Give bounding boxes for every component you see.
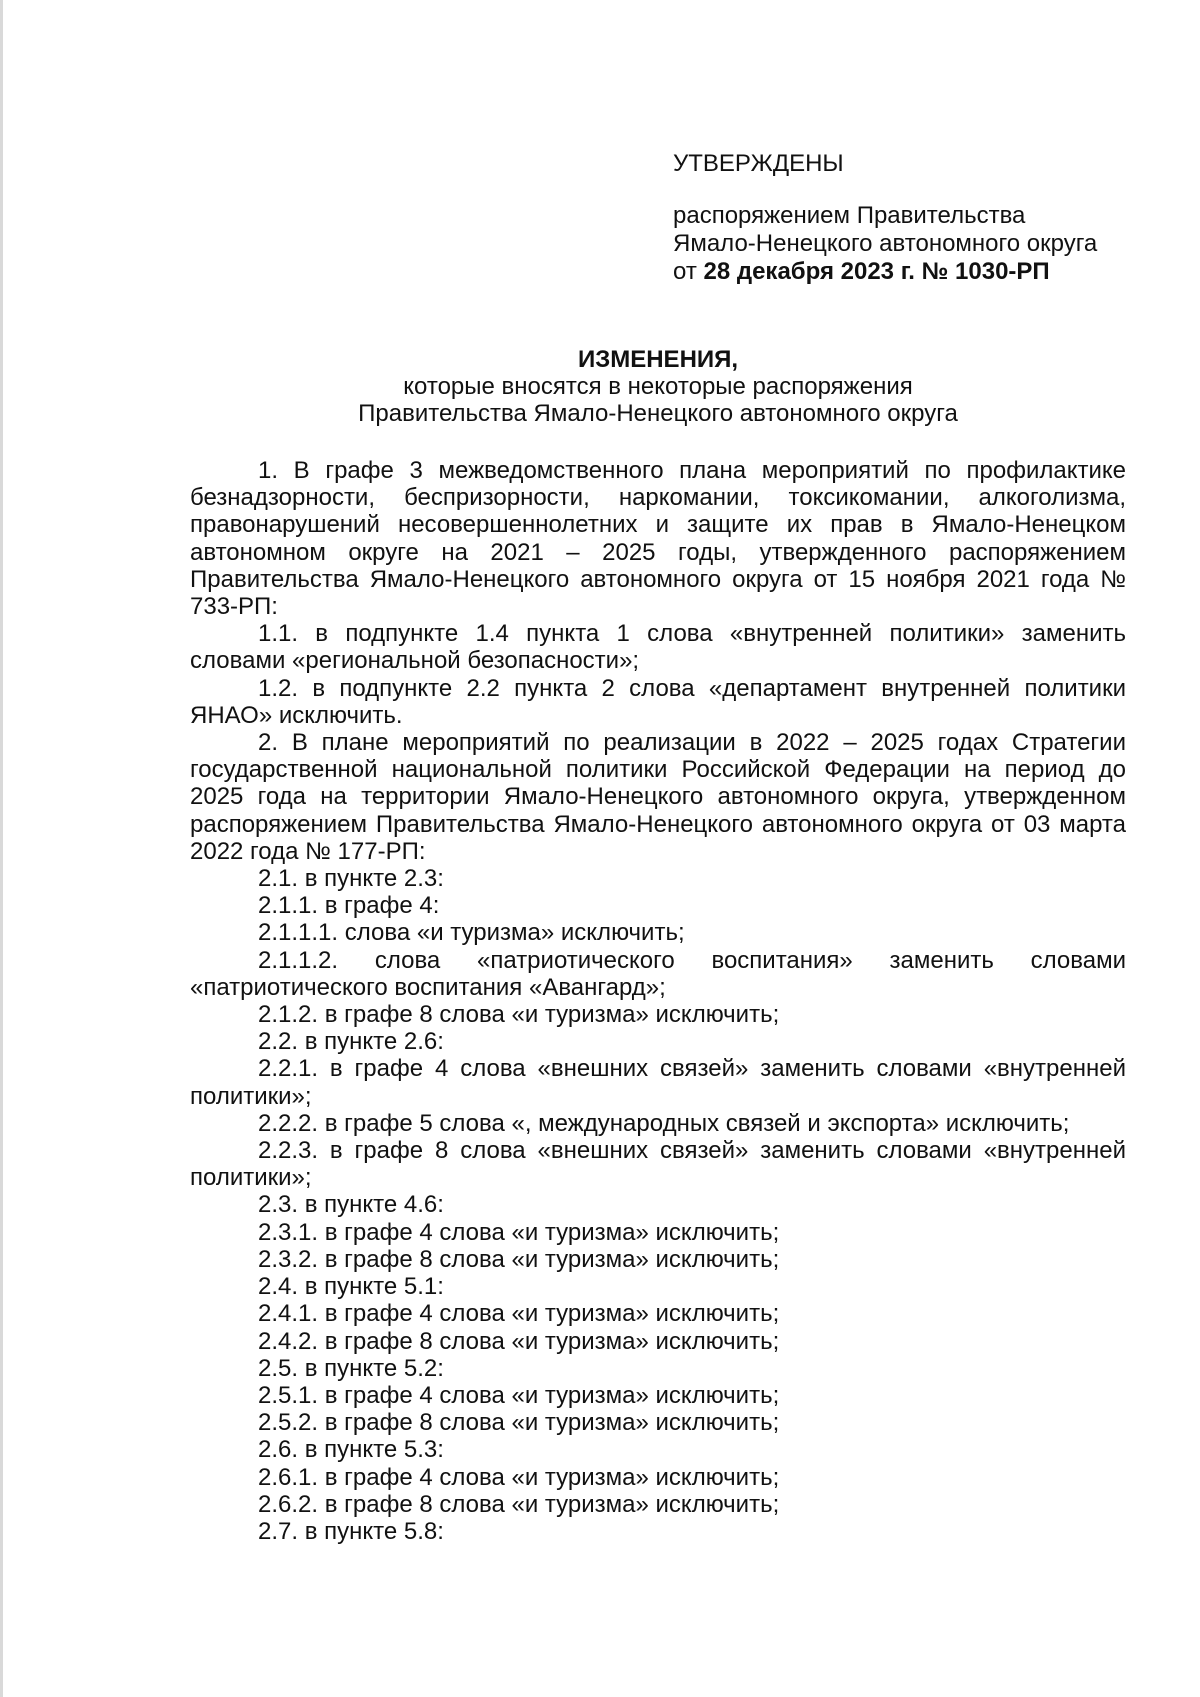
document-subtitle-line-1: которые вносятся в некоторые распоряжения (403, 373, 913, 400)
paragraph-2-3-2: 2.3.2. в графе 8 слова «и туризма» исключить; (258, 1245, 780, 1273)
paragraph-2-5-2: 2.5.2. в графе 8 слова «и туризма» исключить; (258, 1409, 780, 1437)
paragraph-2-4-2: 2.4.2. в графе 8 слова «и туризма» исключить; (258, 1327, 780, 1355)
paragraph-2-2-3: 2.2.3. в графе 8 слова «внешних связей» заменить словами «внутренней политики»; (190, 1137, 1126, 1192)
paragraph-2-4-1: 2.4.1. в графе 4 слова «и туризма» исключить; (258, 1300, 780, 1328)
paragraph-2-2: 2.2. в пункте 2.6: (258, 1028, 444, 1056)
document-body (190, 457, 1126, 1545)
page-edge-shadow (0, 0, 3, 1697)
paragraph-1-2: 1.2. в подпункте 2.2 пункта 2 слова «департамент внутренней политики ЯНАО» исключить. (190, 674, 1126, 729)
paragraph-2-1-1-2: 2.1.1.2. слова «патриотического воспитания» заменить словами «патриотического воспитания «Авангард»; (190, 946, 1126, 1001)
paragraph-2-5-1: 2.5.1. в графе 4 слова «и туризма» исключить; (258, 1381, 780, 1409)
paragraph-2-6-1: 2.6.1. в графе 4 слова «и туризма» исключить; (258, 1463, 780, 1491)
paragraph-2-2-2: 2.2.2. в графе 5 слова «, международных связей и экспорта» исключить; (258, 1109, 1070, 1137)
paragraph-2-6-2: 2.6.2. в графе 8 слова «и туризма» исключить; (258, 1490, 780, 1518)
paragraph-2-3-1: 2.3.1. в графе 4 слова «и туризма» исключить; (258, 1218, 780, 1246)
approval-title: УТВЕРЖДЕНЫ (673, 150, 844, 177)
paragraph-2-1-1-1: 2.1.1.1. слова «и туризма» исключить; (258, 919, 685, 947)
paragraph-2-4: 2.4. в пункте 5.1: (258, 1273, 444, 1301)
paragraph-2-1-1: 2.1.1. в графе 4: (258, 892, 440, 920)
paragraph-2-1-2: 2.1.2. в графе 8 слова «и туризма» исключить; (258, 1001, 780, 1029)
paragraph-2-3: 2.3. в пункте 4.6: (258, 1191, 444, 1219)
paragraph-2-5: 2.5. в пункте 5.2: (258, 1354, 444, 1382)
paragraph-2-6: 2.6. в пункте 5.3: (258, 1436, 444, 1464)
document-heading (190, 346, 1126, 427)
paragraph-2-2-1: 2.2.1. в графе 4 слова «внешних связей» заменить словами «внутренней политики»; (190, 1055, 1126, 1110)
approval-by-line-1: распоряжением Правительства (673, 202, 1026, 229)
approval-by-line-2: Ямало-Ненецкого автономного округа (673, 230, 1098, 257)
approval-order-number: 28 декабря 2023 г. № 1030-РП (703, 258, 1050, 285)
document-title: ИЗМЕНЕНИЯ, (577, 346, 739, 373)
paragraph-2: 2. В плане мероприятий по реализации в 2022 – 2025 годах Стратегии государственной национальной политики Российской Федерации на период до 2025 года на территории Ямало-Ненецкого автономного округа, утвержденном распоряжением Правительства Ямало-Ненецкого автономного округа от 03 марта 2022 года № 177-РП: (190, 729, 1126, 865)
paragraph-1-1: 1.1. в подпункте 1.4 пункта 1 слова «внутренней политики» заменить словами «региональной безопасности»; (190, 620, 1126, 675)
paragraph-1: 1. В графе 3 межведомственного плана мероприятий по профилактике безнадзорности, беспризорности, наркомании, токсикомании, алкоголизма, правонарушений несовершеннолетних и защите их прав в Ямало-Ненецком автономном округе на 2021 – 2025 годы, утвержденного распоряжением Правительства Ямало-Ненецкого автономного округа от 15 ноября 2021 года № 733-РП: (190, 457, 1126, 621)
approval-from-prefix: от (673, 258, 697, 285)
paragraph-2-7: 2.7. в пункте 5.8: (258, 1517, 444, 1545)
approval-block (673, 150, 1097, 286)
paragraph-2-1: 2.1. в пункте 2.3: (258, 865, 444, 893)
approval-order-line (673, 258, 1097, 286)
document-subtitle-line-2: Правительства Ямало-Ненецкого автономного округа (358, 400, 958, 427)
